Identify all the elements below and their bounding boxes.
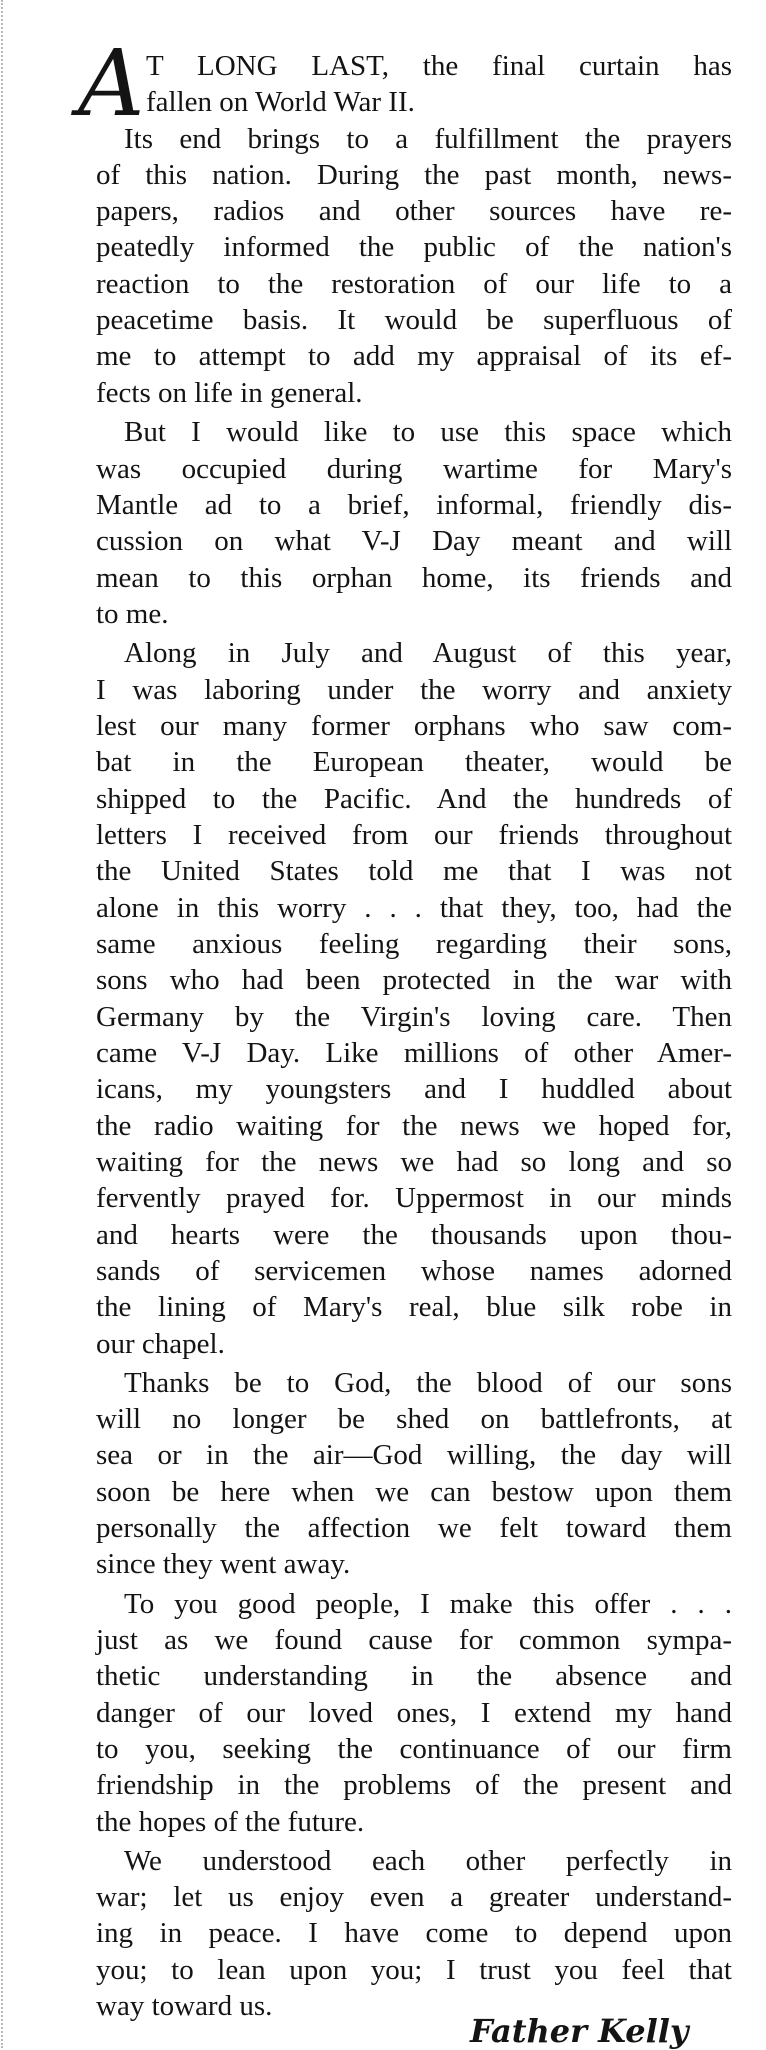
text-line: peatedly informed the public of the nation's — [96, 231, 732, 263]
text-line: sons who had been protected in the war with — [96, 964, 732, 996]
drop-cap: A — [78, 30, 145, 137]
text-line: icans, my youngsters and I huddled about — [96, 1073, 732, 1105]
text-line: danger of our loved ones, I extend my hand — [96, 1697, 732, 1729]
text-line: papers, radios and other sources have re- — [96, 195, 732, 227]
text-line: to you, seeking the continuance of our firm — [96, 1733, 732, 1765]
text-line: Thanks be to God, the blood of our sons — [124, 1367, 732, 1399]
text-line: fects on life in general. — [96, 377, 363, 409]
text-line: you; to lean upon you; I trust you feel that — [96, 1954, 732, 1986]
text-line: mean to this orphan home, its friends and — [96, 562, 732, 594]
text-line: since they went away. — [96, 1548, 351, 1580]
text-line: alone in this worry . . . that they, too, had the — [96, 892, 732, 924]
text-line: Along in July and August of this year, — [124, 637, 732, 669]
text-line: the lining of Mary's real, blue silk robe in — [96, 1291, 732, 1323]
text-line: fervently prayed for. Uppermost in our minds — [96, 1182, 732, 1214]
text-line: and hearts were the thousands upon thou- — [96, 1219, 732, 1251]
text-line: was occupied during wartime for Mary's — [96, 453, 732, 485]
text-line: same anxious feeling regarding their sons, — [96, 928, 732, 960]
text-line: letters I received from our friends throughout — [96, 819, 732, 851]
text-line: thetic understanding in the absence and — [96, 1660, 732, 1692]
text-line: sea or in the air—God willing, the day will — [96, 1439, 732, 1471]
text-line: soon be here when we can bestow upon them — [96, 1476, 732, 1508]
text-line: the radio waiting for the news we hoped for, — [96, 1110, 732, 1142]
text-line: just as we found cause for common sympa- — [96, 1624, 732, 1656]
text-line: to me. — [96, 598, 169, 630]
signature: Father Kelly — [470, 2012, 689, 2050]
text-line: We understood each other perfectly in — [124, 1845, 732, 1877]
text-line: lest our many former orphans who saw com- — [96, 710, 732, 742]
text-line: But I would like to use this space which — [124, 416, 732, 448]
text-line: Germany by the Virgin's loving care. Then — [96, 1001, 732, 1033]
text-line: To you good people, I make this offer . . . — [124, 1588, 732, 1620]
text-line: shipped to the Pacific. And the hundreds of — [96, 783, 732, 815]
text-line: I was laboring under the worry and anxiety — [96, 674, 732, 706]
text-line: the hopes of the future. — [96, 1806, 365, 1838]
text-line: personally the affection we felt toward them — [96, 1512, 732, 1544]
text-line: sands of servicemen whose names adorned — [96, 1255, 732, 1287]
text-line: reaction to the restoration of our life to a — [96, 268, 732, 300]
text-line: war; let us enjoy even a greater understand- — [96, 1881, 732, 1913]
text-line: of this nation. During the past month, news- — [96, 159, 732, 191]
text-line: fallen on World War II. — [146, 86, 415, 118]
text-line: way toward us. — [96, 1990, 273, 2022]
text-line: came V-J Day. Like millions of other Amer- — [96, 1037, 732, 1069]
text-line: peacetime basis. It would be superfluous of — [96, 304, 732, 336]
text-line: waiting for the news we had so long and so — [96, 1146, 732, 1178]
text-line: T LONG LAST, the final curtain has — [146, 50, 732, 82]
text-line: Mantle ad to a brief, informal, friendly dis- — [96, 489, 732, 521]
text-line: me to attempt to add my appraisal of its ef- — [96, 340, 732, 372]
text-line: our chapel. — [96, 1328, 225, 1360]
text-line: ing in peace. I have come to depend upon — [96, 1917, 732, 1949]
text-line: bat in the European theater, would be — [96, 746, 732, 778]
text-line: cussion on what V-J Day meant and will — [96, 525, 732, 557]
text-line: friendship in the problems of the present and — [96, 1769, 732, 1801]
text-line: Its end brings to a fulfillment the prayers — [124, 123, 732, 155]
text-line: will no longer be shed on battlefronts, at — [96, 1403, 732, 1435]
text-line: the United States told me that I was not — [96, 855, 732, 887]
